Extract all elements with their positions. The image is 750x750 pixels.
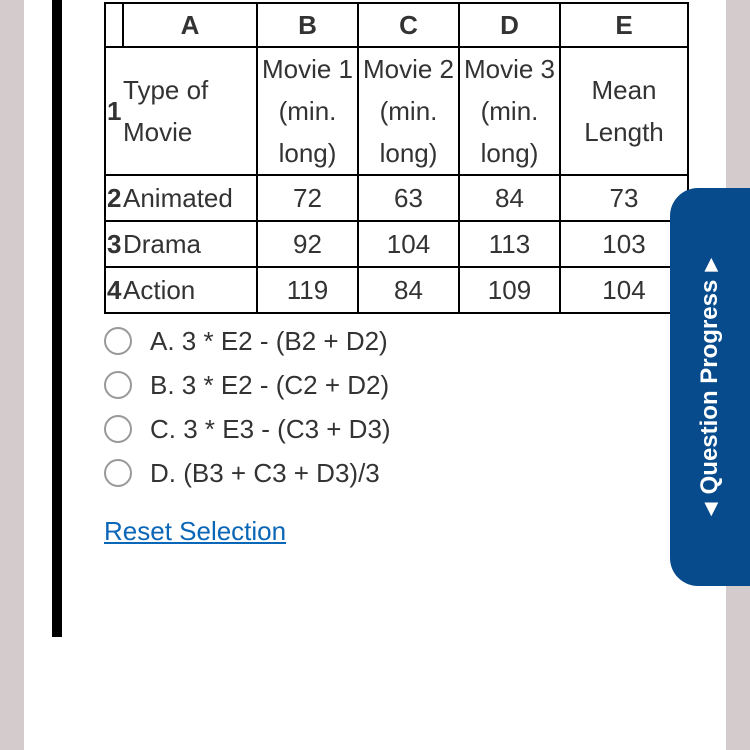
- reset-selection-link[interactable]: Reset Selection: [104, 516, 287, 546]
- row-number: 3: [105, 221, 123, 267]
- movie3-cell: 113: [459, 221, 560, 267]
- movie3-cell: 84: [459, 175, 560, 221]
- option-d[interactable]: [104, 451, 391, 495]
- movie1-header: Movie 1 (min. long): [257, 47, 358, 175]
- arrow-right-icon: ▶: [699, 257, 720, 272]
- movie-type-cell: Animated: [123, 175, 257, 221]
- option-c[interactable]: [104, 407, 391, 451]
- column-header-row: [105, 3, 688, 47]
- movie1-cell: 72: [257, 175, 358, 221]
- left-border-bar: [52, 0, 62, 637]
- table-row: [105, 221, 688, 267]
- spreadsheet-table: [104, 2, 689, 314]
- option-label: C. 3 * E3 - (C3 + D3): [150, 413, 391, 444]
- row-number: 2: [105, 175, 123, 221]
- mean-cell: 73: [560, 175, 688, 221]
- radio-button[interactable]: [104, 415, 132, 443]
- column-header-a: A: [123, 3, 257, 47]
- option-a[interactable]: [104, 319, 391, 363]
- radio-button[interactable]: [104, 327, 132, 355]
- option-b[interactable]: [104, 363, 391, 407]
- column-header-d: D: [459, 3, 560, 47]
- type-of-movie-header: Type of Movie: [123, 47, 257, 175]
- question-progress-content: [670, 188, 750, 586]
- row-number: 4: [105, 267, 123, 313]
- movie2-cell: 104: [358, 221, 459, 267]
- movie1-cell: 92: [257, 221, 358, 267]
- movie2-cell: 63: [358, 175, 459, 221]
- radio-button[interactable]: [104, 371, 132, 399]
- row-number: 1: [105, 47, 123, 175]
- mean-cell: 104: [560, 267, 688, 313]
- table-row: [105, 175, 688, 221]
- option-label: B. 3 * E2 - (C2 + D2): [150, 369, 390, 400]
- movie3-header: Movie 3 (min. long): [459, 47, 560, 175]
- column-header-e: E: [560, 3, 688, 47]
- movie1-cell: 119: [257, 267, 358, 313]
- movie3-cell: 109: [459, 267, 560, 313]
- question-progress-tab[interactable]: [670, 188, 750, 586]
- movie-type-cell: Action: [123, 267, 257, 313]
- movie2-header: Movie 2 (min. long): [358, 47, 459, 175]
- mean-cell: 103: [560, 221, 688, 267]
- question-progress-label: Question Progress: [696, 279, 723, 495]
- table-row-header: [105, 47, 688, 175]
- answer-options: [104, 319, 391, 495]
- column-header-b: B: [257, 3, 358, 47]
- arrow-left-icon: ◀: [699, 502, 720, 517]
- movie2-cell: 84: [358, 267, 459, 313]
- movie-type-cell: Drama: [123, 221, 257, 267]
- option-label: A. 3 * E2 - (B2 + D2): [150, 325, 388, 356]
- corner-cell: [105, 3, 123, 47]
- column-header-c: C: [358, 3, 459, 47]
- mean-length-header: Mean Length: [560, 47, 688, 175]
- radio-button[interactable]: [104, 459, 132, 487]
- table-row: [105, 267, 688, 313]
- option-label: D. (B3 + C3 + D3)/3: [150, 457, 380, 488]
